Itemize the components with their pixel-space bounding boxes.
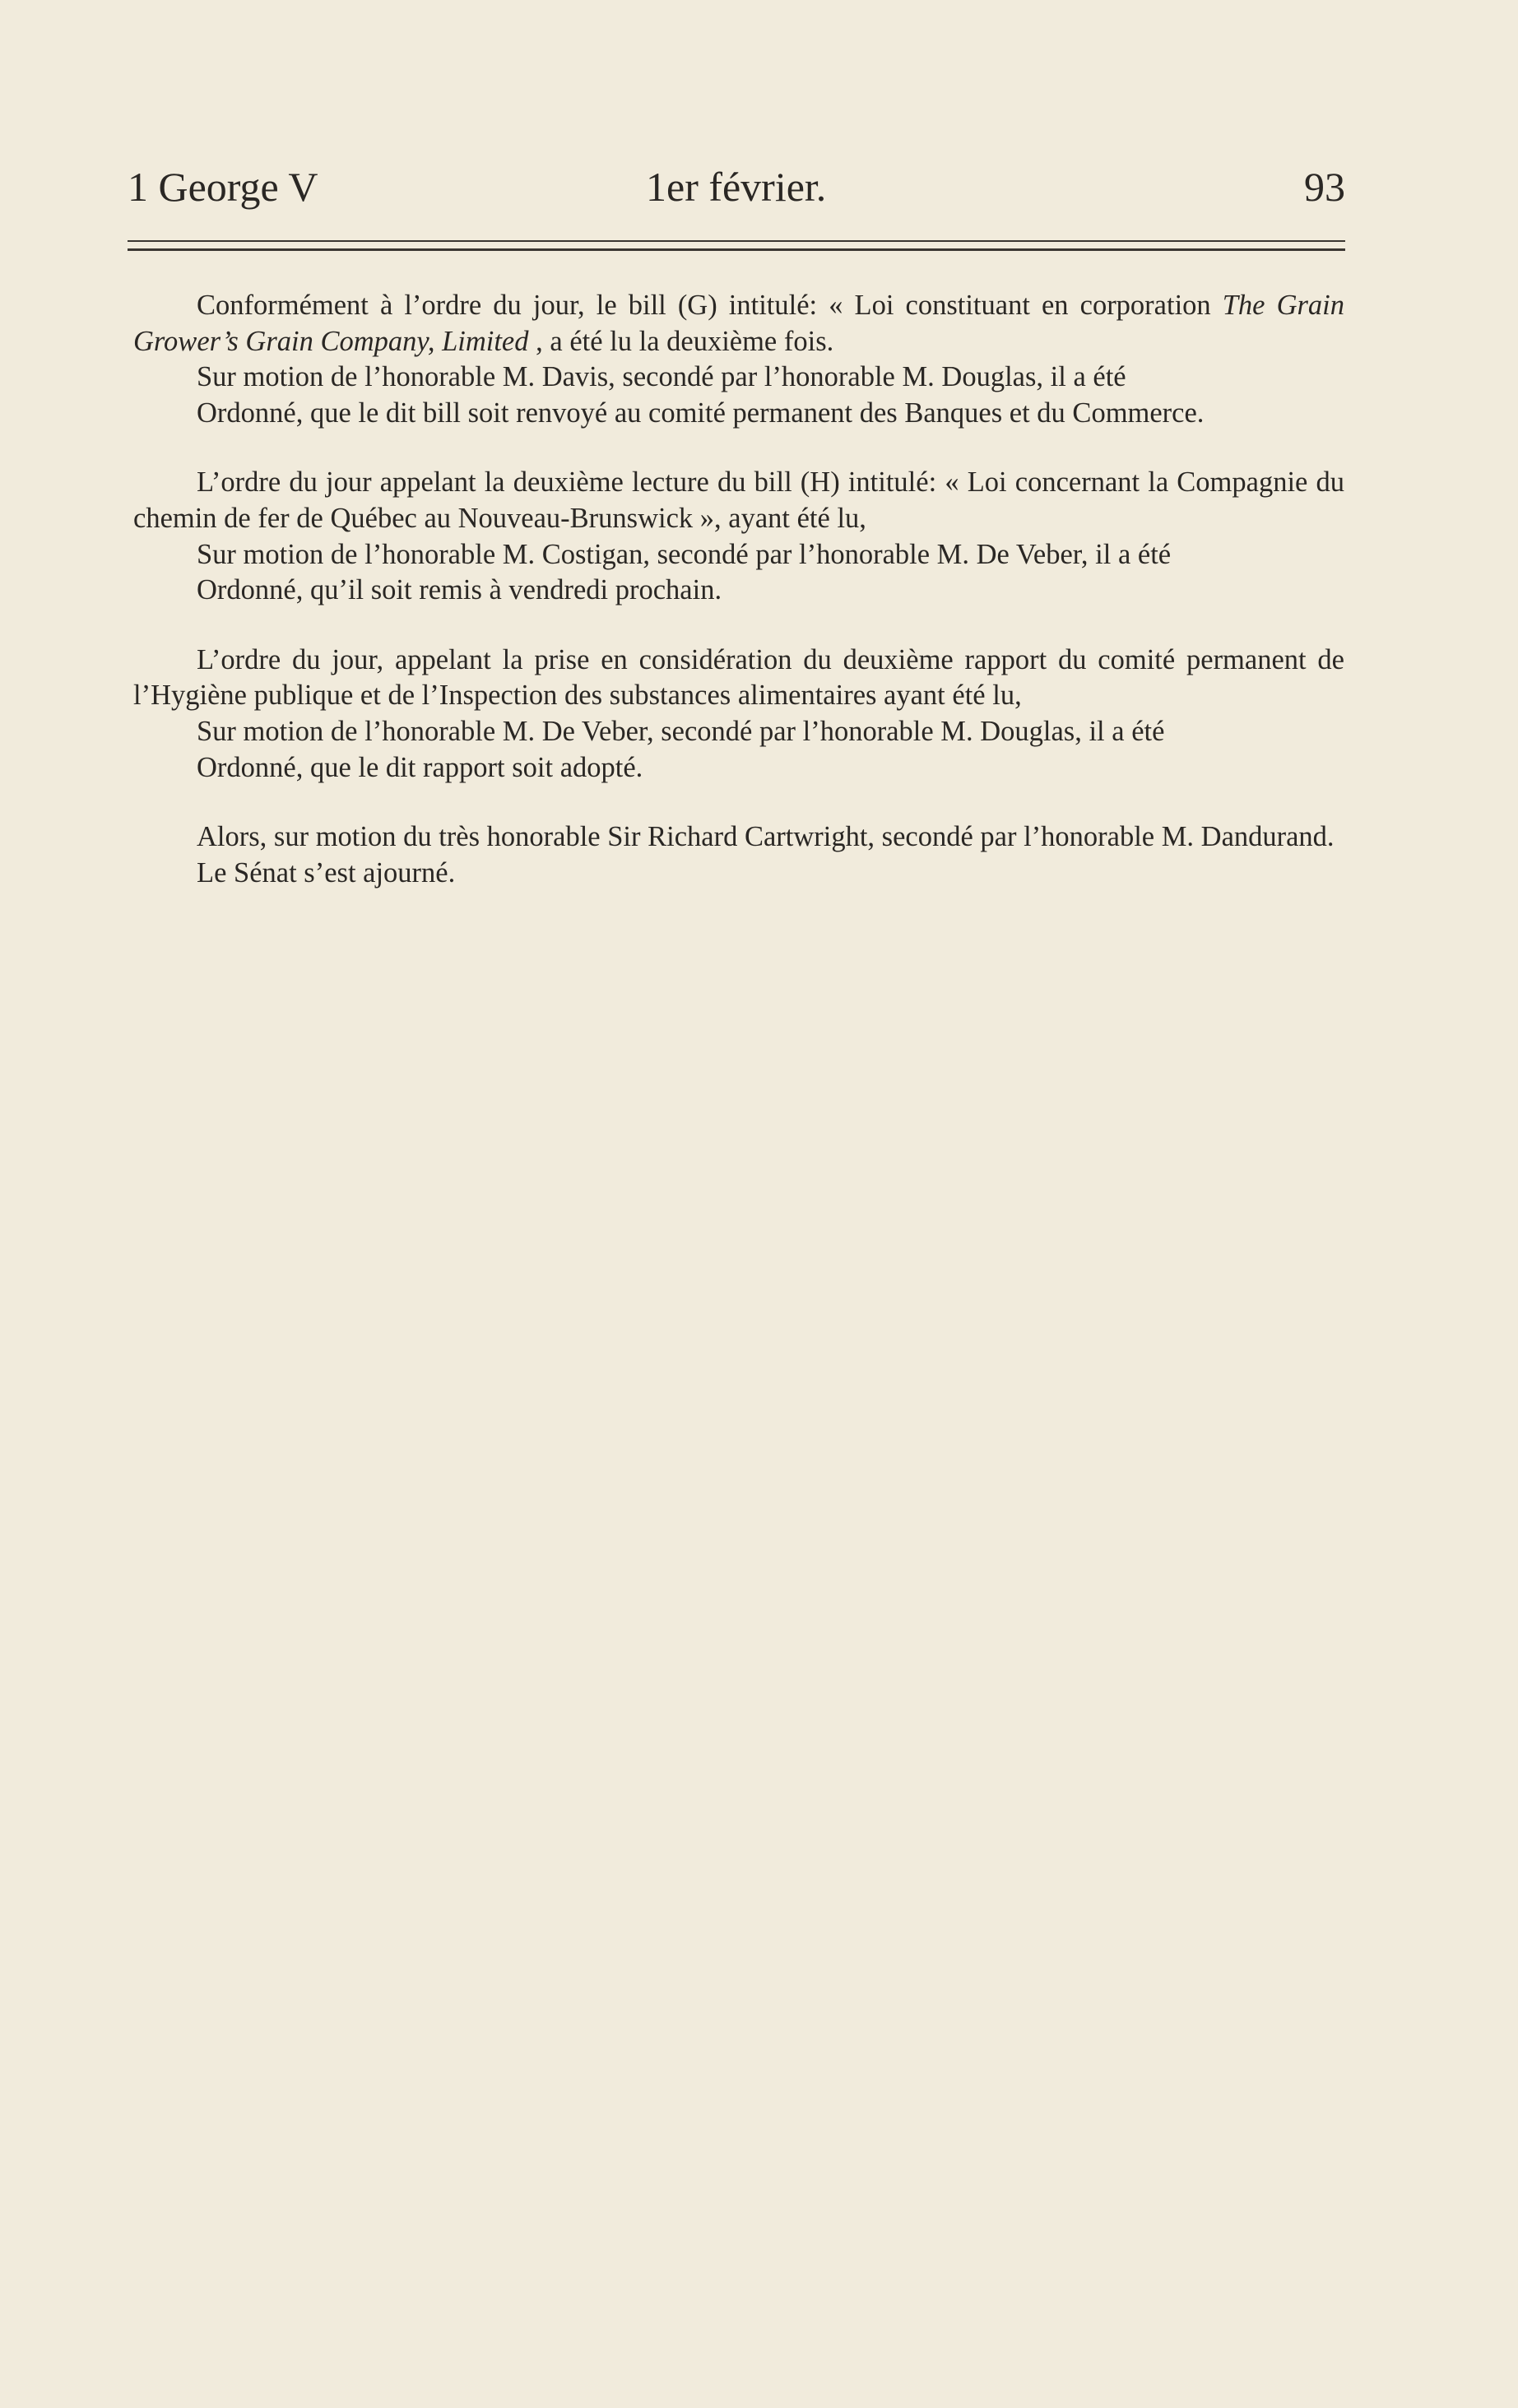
paragraph: Conformément à l’ordre du jour, le bill (G) intitulé: « Loi constituant en corporation The Grain Grower’s Grain Company, Limited , a été lu la deuxième fois. xyxy=(133,290,1344,357)
company-name-italic: The Grain Grower’s Grain Company, Limited xyxy=(133,290,1344,357)
paragraph: Ordonné, que le dit rapport soit adopté. xyxy=(197,751,643,783)
paragraph: Ordonné, qu’il soit remis à vendredi prochain. xyxy=(197,574,722,606)
paragraph: Le Sénat s’est ajourné. xyxy=(197,856,456,889)
page-header xyxy=(128,158,1345,216)
paragraph: L’ordre du jour appelant la deuxième lecture du bill (H) intitulé: « Loi concernant la Compagnie du chemin de fer de Québec au Nouveau-Brunswick », ayant été lu, xyxy=(133,466,1344,534)
paragraph: L’ordre du jour, appelant la prise en considération du deuxième rapport du comité permanent de l’Hygiène publique et de l’Inspection des substances alimentaires ayant été lu, xyxy=(133,643,1344,712)
paragraph: Sur motion de l’honorable M. Davis, secondé par l’honorable M. Douglas, il a été xyxy=(197,361,1126,393)
paragraph: Alors, sur motion du très honorable Sir Richard Cartwright, secondé par l’honorable M. Dandurand. xyxy=(197,821,1335,853)
page-body xyxy=(133,288,1344,891)
paragraph: Sur motion de l’honorable M. De Veber, secondé par l’honorable M. Douglas, il a été xyxy=(197,715,1165,747)
paragraph: Ordonné, que le dit bill soit renvoyé au comité permanent des Banques et du Commerce. xyxy=(197,397,1205,429)
running-head-left: 1 George V xyxy=(128,164,318,210)
paragraph: Sur motion de l’honorable M. Costigan, secondé par l’honorable M. De Veber, il a été xyxy=(197,538,1172,570)
page-number: 93 xyxy=(1304,164,1345,210)
running-head-date: 1er février. xyxy=(646,164,827,210)
header-double-rule xyxy=(128,240,1345,251)
